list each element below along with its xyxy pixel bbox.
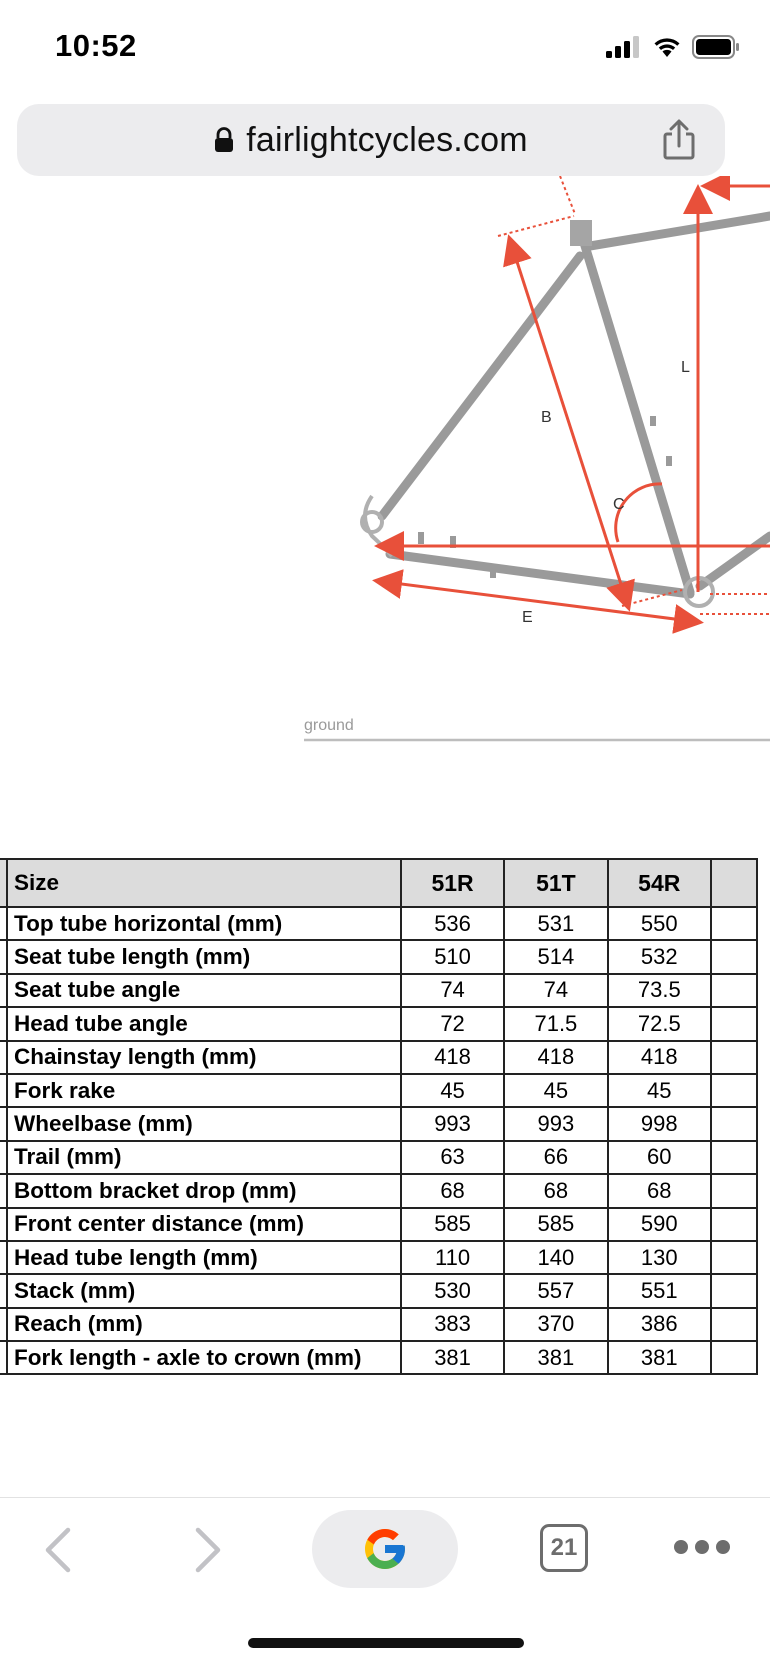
lock-icon — [214, 127, 234, 153]
row-value: 71.5 — [504, 1007, 607, 1040]
tab-count: 21 — [550, 1534, 578, 1561]
row-label: Head tube length (mm) — [7, 1241, 401, 1274]
url-text: fairlightcycles.com — [246, 120, 528, 159]
dimension-label-l: L — [681, 359, 690, 376]
geometry-table-body — [0, 907, 757, 1374]
table-row — [0, 974, 757, 1007]
tab-count-button[interactable] — [540, 1524, 588, 1572]
row-value: 532 — [608, 940, 711, 973]
row-value: 418 — [504, 1041, 607, 1074]
dimension-label-e: E — [522, 609, 533, 626]
row-label: Seat tube angle — [7, 974, 401, 1007]
status-icons — [606, 34, 740, 60]
google-search-button[interactable] — [312, 1510, 458, 1588]
table-row — [0, 1141, 757, 1174]
row-value: 551 — [608, 1274, 711, 1307]
header-size-54r: 54R — [608, 859, 711, 907]
more-menu-icon[interactable] — [674, 1538, 730, 1556]
row-value: 66 — [504, 1141, 607, 1174]
header-size-51t: 51T — [504, 859, 607, 907]
geometry-table-container — [0, 858, 770, 1375]
row-value: 68 — [608, 1174, 711, 1207]
row-value: 381 — [608, 1341, 711, 1374]
row-label: Stack (mm) — [7, 1274, 401, 1307]
google-logo-icon — [361, 1525, 409, 1573]
dimension-label-c: C — [613, 496, 625, 513]
frame-geometry-diagram — [0, 176, 770, 816]
row-value: 418 — [401, 1041, 504, 1074]
row-label: Seat tube length (mm) — [7, 940, 401, 973]
row-value: 45 — [608, 1074, 711, 1107]
ground-label: ground — [304, 717, 354, 734]
wifi-icon — [652, 36, 682, 58]
table-row — [0, 1274, 757, 1307]
row-value: 110 — [401, 1241, 504, 1274]
row-value: 45 — [504, 1074, 607, 1107]
status-bar — [0, 0, 770, 96]
row-value: 68 — [401, 1174, 504, 1207]
row-value: 386 — [608, 1308, 711, 1341]
battery-icon — [692, 35, 740, 59]
table-row — [0, 1174, 757, 1207]
row-value: 993 — [401, 1107, 504, 1140]
url-display[interactable] — [17, 104, 725, 176]
table-row — [0, 907, 757, 940]
forward-chevron-icon[interactable] — [188, 1524, 228, 1576]
row-label: Fork rake — [7, 1074, 401, 1107]
table-row — [0, 1107, 757, 1140]
header-size: Size — [7, 859, 401, 907]
row-value: 63 — [401, 1141, 504, 1174]
row-value: 383 — [401, 1308, 504, 1341]
table-row — [0, 940, 757, 973]
table-row — [0, 1074, 757, 1107]
row-label: Front center distance (mm) — [7, 1208, 401, 1241]
row-value: 510 — [401, 940, 504, 973]
row-value: 74 — [401, 974, 504, 1007]
row-value: 993 — [504, 1107, 607, 1140]
row-value: 140 — [504, 1241, 607, 1274]
share-icon[interactable] — [659, 118, 699, 162]
row-value: 130 — [608, 1241, 711, 1274]
row-value: 590 — [608, 1208, 711, 1241]
geometry-table — [0, 858, 758, 1375]
header-size-51r: 51R — [401, 859, 504, 907]
status-time: 10:52 — [55, 28, 137, 63]
row-value: 514 — [504, 940, 607, 973]
row-value: 531 — [504, 907, 607, 940]
row-label: Head tube angle — [7, 1007, 401, 1040]
bike-frame-drawing — [0, 176, 770, 816]
table-row — [0, 1308, 757, 1341]
row-value: 68 — [504, 1174, 607, 1207]
row-value: 585 — [401, 1208, 504, 1241]
row-label: Fork length - axle to crown (mm) — [7, 1341, 401, 1374]
table-header-row — [0, 859, 757, 907]
row-label: Top tube horizontal (mm) — [7, 907, 401, 940]
row-value: 381 — [401, 1341, 504, 1374]
row-label: Bottom bracket drop (mm) — [7, 1174, 401, 1207]
table-row — [0, 1007, 757, 1040]
row-value: 74 — [504, 974, 607, 1007]
browser-toolbar — [0, 1497, 770, 1602]
row-label: Reach (mm) — [7, 1308, 401, 1341]
row-value: 530 — [401, 1274, 504, 1307]
row-value: 998 — [608, 1107, 711, 1140]
row-value: 73.5 — [608, 974, 711, 1007]
row-label: Wheelbase (mm) — [7, 1107, 401, 1140]
bike-frame — [382, 216, 770, 594]
address-bar[interactable] — [17, 104, 725, 176]
row-label: Trail (mm) — [7, 1141, 401, 1174]
home-indicator — [248, 1638, 524, 1648]
row-value: 60 — [608, 1141, 711, 1174]
row-value: 418 — [608, 1041, 711, 1074]
table-row — [0, 1041, 757, 1074]
dimension-label-b: B — [541, 409, 552, 426]
row-value: 370 — [504, 1308, 607, 1341]
row-value: 585 — [504, 1208, 607, 1241]
back-chevron-icon[interactable] — [38, 1524, 78, 1576]
row-value: 536 — [401, 907, 504, 940]
table-row — [0, 1208, 757, 1241]
row-value: 72.5 — [608, 1007, 711, 1040]
row-value: 550 — [608, 907, 711, 940]
row-value: 381 — [504, 1341, 607, 1374]
row-value: 557 — [504, 1274, 607, 1307]
table-row — [0, 1341, 757, 1374]
row-value: 72 — [401, 1007, 504, 1040]
table-row — [0, 1241, 757, 1274]
row-value: 45 — [401, 1074, 504, 1107]
row-label: Chainstay length (mm) — [7, 1041, 401, 1074]
cellular-signal-icon — [606, 36, 642, 58]
